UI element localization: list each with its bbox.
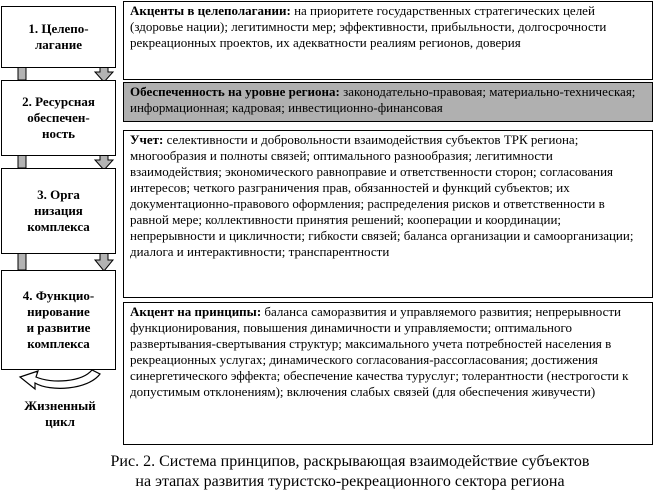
lifecycle-curved-arrow (20, 370, 100, 389)
lifecycle-label: Жизненный цикл (24, 398, 96, 429)
panel-text: баланса саморазвития и управляемого развития; непрерывности функционирования, повышения динамичности и управляемости; оптимального развертывания-свертывания структур; максимального учета потребностей населения в рекреационных услугах; динамического согласования-рассогласования; достижения синергетического эффекта; обеспечение качества туруслуг; толерантности (нестрогости к допустимым отклонениям); включения слабых связей (для обеспечения живучести) (130, 304, 629, 399)
panel-heading: Обеспеченность на уровне региона: (130, 84, 340, 99)
panel-heading: Акцент на принципы: (130, 304, 262, 319)
panel-text: селективности и добровольности взаимодействия субъектов ТРК региона; многообразия и полноты связей; оптимального разнообразия; легитимности взаимодействия; экономического равноправие и ответственности сторон; согласования интересов; четкого разграничения прав, обязанностей и функций субъектов; их документационно-правового оформления; распределения рисков и ответственности в равной мере; коллективности принятия решений; кооперации и координации; непрерывности и цикличности; гибкости связей; баланса организации и самоорганизации; диалога и интерактивности; транспарентности (130, 132, 634, 259)
stage-resource-provision: 2. Ресурсная обеспечен- ность (1, 80, 116, 156)
panel-regional-provision (123, 82, 653, 122)
panel-goal-accents (123, 1, 653, 80)
panel-heading: Акценты в целеполагании: (130, 3, 291, 18)
panel-text: на приоритете государственных стратегических целей (здоровье нации); легитимности мер; эффективности, прибыльности, долгосрочности рекреационных проектов, их адекватности реалиям регионов, доверия (130, 3, 607, 50)
panel-text: законодательно-правовая; материально-техническая; информационная; кадровая; инвестиционно-финансовая (130, 84, 636, 115)
panel-accounting (123, 130, 653, 298)
stage-functioning-development: 4. Функцио- нирование и развитие комплекса (1, 270, 116, 370)
stage-organization: 3. Орга низация комплекса (1, 168, 116, 254)
panel-heading: Учет: (130, 132, 164, 147)
panel-principles (123, 302, 653, 445)
figure-caption: Рис. 2. Система принципов, раскрывающая взаимодействие субъектов на этапах развития туристско-рекреационного сектора региона (110, 453, 590, 490)
stage-goal-setting: 1. Целепо- лагание (1, 6, 116, 68)
